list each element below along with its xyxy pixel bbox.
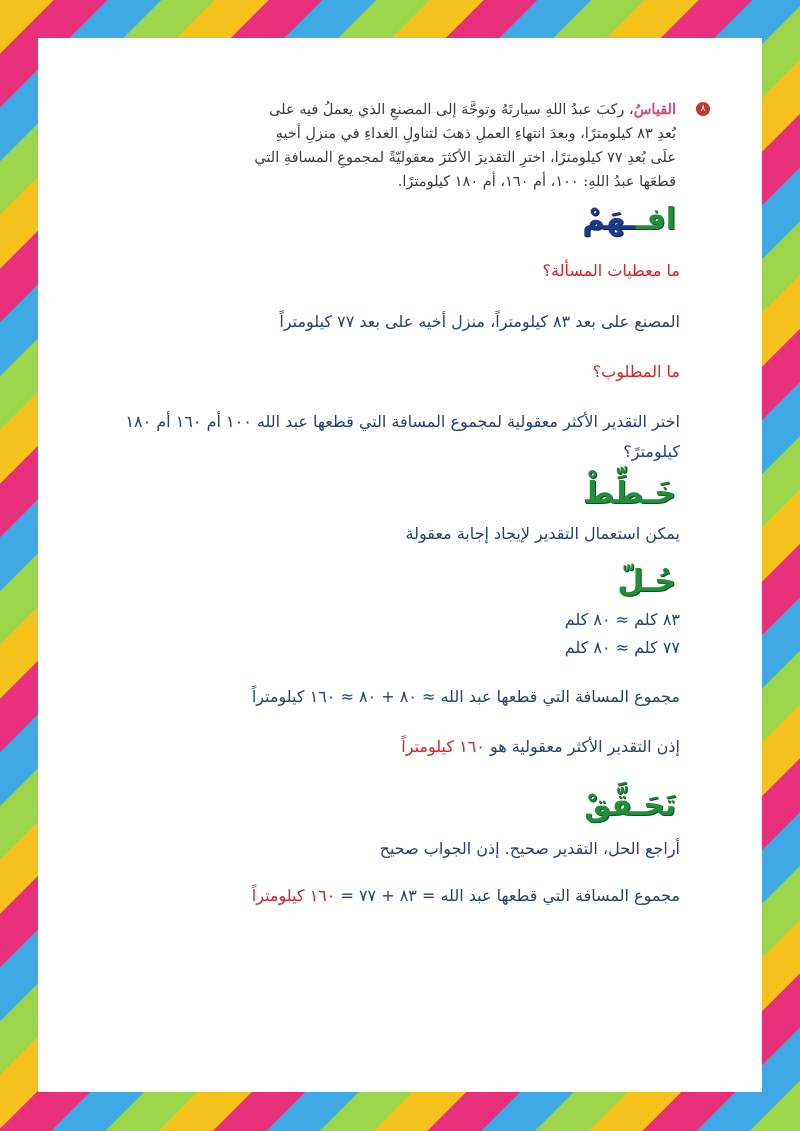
given-answer: المصنع على بعد ٨٣ كيلومتراً، منزل أخيه على بعد ٧٧ كيلومتراً: [279, 312, 680, 331]
conclusion: [68, 737, 680, 756]
solve-line-2: ٧٧ كلم ≈ ٨٠ كلم: [564, 638, 680, 657]
heading-solve: حُـلّ: [617, 564, 676, 599]
excerpt-line-3: علَى بُعدِ ٧٧ كيلومترًا، اخترِ التقديرَ الأكثرَ معقوليّةً لمجموعِ المسافةِ التي: [254, 150, 676, 166]
excerpt-line-4: قطعَها عبدُ اللهِ: ١٠٠، أم ١٦٠، أم ١٨٠ كيلومترًا.: [397, 174, 676, 190]
heading-plan: خَـطِّطْ: [582, 476, 676, 511]
excerpt-line-1-text: ، ركبَ عبدُ اللهِ سيارتَهُ وتوجَّهَ إلى المصنعِ الذي يعملُ فيه على: [269, 102, 634, 118]
exact-sum-prefix: مجموع المسافة التي قطعها عبد الله = ٨٣ + ٧٧ =: [340, 886, 680, 905]
sum-estimate: مجموع المسافة التي قطعها عبد الله ≈ ٨٠ + ٨٠ ≈ ١٦٠ كيلومتراً: [251, 687, 680, 706]
plan-text: يمكن استعمال التقدير لإيجاد إجابة معقولة: [405, 524, 680, 543]
worksheet-page: [38, 38, 762, 1092]
heading-understand-main: افـ: [635, 202, 676, 237]
heading-understand: [582, 202, 676, 238]
worksheet-content: [38, 38, 762, 1092]
conclusion-prefix: إذن التقدير الأكثر معقولية هو: [489, 737, 680, 756]
heading-check: تَحَـقَّقْ: [584, 788, 676, 823]
excerpt-keyword: القياسُ: [633, 101, 676, 118]
question-number-badge: ٨: [696, 102, 710, 116]
required-answer: اختر التقدير الأكثر معقولية لمجموع المسافة التي قطعها عبد الله ١٠٠ أم ١٦٠ أم ١٨٠ كيلومترً؟: [125, 412, 680, 461]
exact-sum-value: ١٦٠ كيلومتراً: [251, 886, 336, 905]
solve-line-1: ٨٣ كلم ≈ ٨٠ كلم: [564, 610, 680, 629]
problem-excerpt: [128, 98, 676, 194]
excerpt-line-1: [128, 98, 676, 122]
required-question: ما المطلوب؟: [592, 362, 680, 381]
excerpt-line-2: بُعدِ ٨٣ كيلومترًا، وبعدَ انتهاءِ العملِ ذهبَ لتناولِ الغداءِ في منزلِ أخيهِ: [275, 126, 676, 142]
conclusion-value: ١٦٠ كيلومتراً: [401, 737, 485, 756]
given-question: ما معطيات المسألة؟: [542, 261, 680, 280]
check-text: أراجع الحل، التقدير صحيح. إذن الجواب صحيح: [379, 839, 680, 858]
heading-understand-tail: ـهَمْ: [582, 202, 636, 237]
exact-sum: [68, 886, 680, 905]
